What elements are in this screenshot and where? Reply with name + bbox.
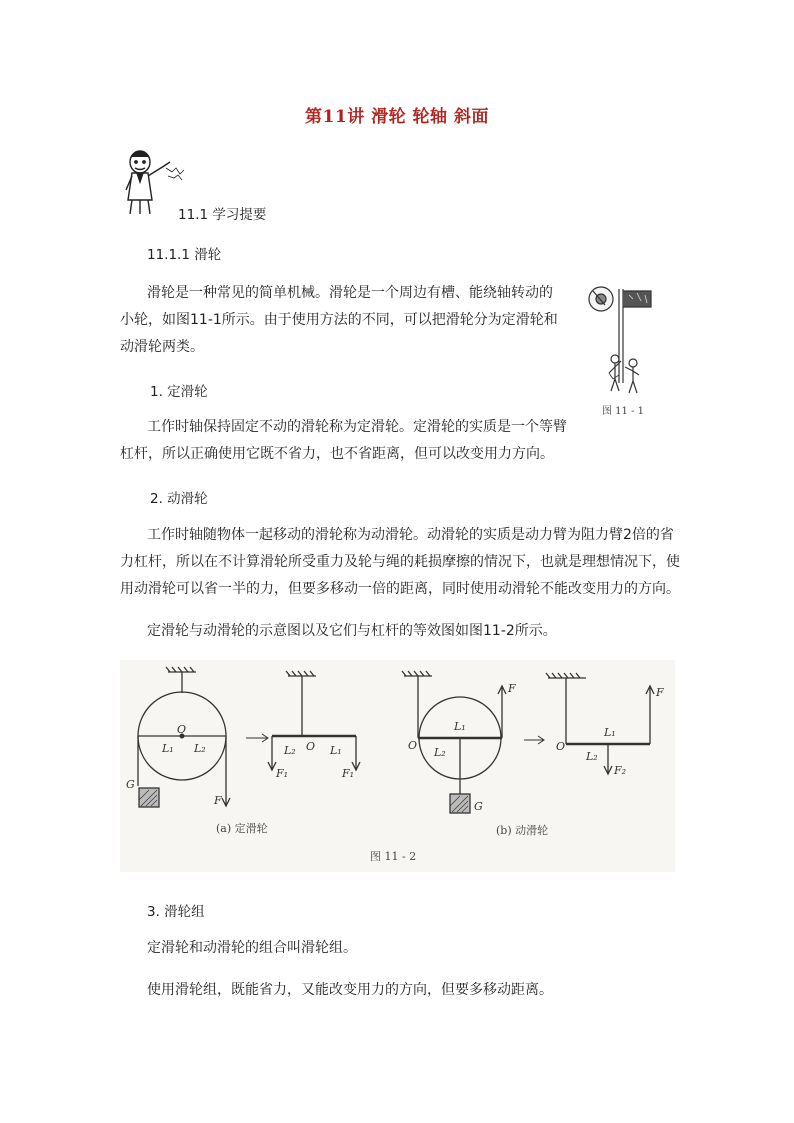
fixed-line: 杠杆，所以正确使用它既不省力，也不省距离，但可以改变用力方向。 xyxy=(120,446,554,462)
intro-paragraph xyxy=(147,280,577,307)
pulley-group-heading: 3. 滑轮组 xyxy=(147,904,205,920)
label-L1-a-lever: L₁ xyxy=(330,744,342,757)
intro-line: 滑轮是一种常见的简单机械。滑轮是一个周边有槽、能绕轴转动的 xyxy=(147,285,553,301)
label-O-a-lever: O xyxy=(306,740,316,753)
label-L2-a-lever: L₂ xyxy=(284,744,296,757)
pulley-lever-diagram xyxy=(120,660,675,872)
movable-line: 用动滑轮可以省一半的力，但要多移动一倍的距离，同时使用动滑轮不能改变用力的方向。 xyxy=(120,581,680,597)
sub-caption-b: (b) 动滑轮 xyxy=(496,824,549,837)
figure1-caption: 图 11 - 1 xyxy=(601,406,645,417)
subsection-heading: 11.1.1 滑轮 xyxy=(147,247,222,263)
label-F1-a-left: F₁ xyxy=(276,767,289,780)
label-O-b: O xyxy=(408,739,418,752)
fixed-line: 工作时轴保持固定不动的滑轮称为定滑轮。定滑轮的实质是一个等臂 xyxy=(147,419,567,435)
label-L2-b-lever: L₂ xyxy=(586,750,598,763)
label-G-b: G xyxy=(474,800,483,813)
flagpole-figure xyxy=(585,283,665,418)
page-title: 第11讲 滑轮 轮轴 斜面 xyxy=(305,107,489,127)
label-L1-a: L₁ xyxy=(162,742,174,755)
intro-paragraph-cont xyxy=(120,307,580,361)
pulley-group-text-2: 使用滑轮组，既能省力，又能改变用力的方向，但要多移动距离。 xyxy=(147,982,553,998)
label-F-a: F xyxy=(214,794,222,807)
pulley-group-text-1: 定滑轮和动滑轮的组合叫滑轮组。 xyxy=(147,940,357,956)
movable-line: 力杠杆，所以在不计算滑轮所受重力及轮与绳的耗损摩擦的情况下，也就是理想情况下，使 xyxy=(120,554,680,570)
sub-caption-a: (a) 定滑轮 xyxy=(216,822,268,835)
movable-line: 工作时轴随物体一起移动的滑轮称为动滑轮。动滑轮的实质是动力臂为阻力臂2倍的省 xyxy=(147,527,674,543)
label-L2-b: L₂ xyxy=(434,746,446,759)
fixed-pulley-paragraph xyxy=(120,414,580,468)
label-F-b: F xyxy=(508,682,516,695)
label-O-a: O xyxy=(177,723,187,736)
label-F-b-lever: F xyxy=(656,686,664,699)
intro-line: 动滑轮两类。 xyxy=(120,339,204,355)
label-O-b-lever: O xyxy=(556,740,566,753)
fixed-pulley-heading: 1. 定滑轮 xyxy=(150,384,208,400)
label-F2-b-lever: F₂ xyxy=(614,764,627,777)
diagram-intro-text: 定滑轮与动滑轮的示意图以及它们与杠杆的等效图如图11-2所示。 xyxy=(147,623,557,639)
intro-line: 小轮，如图11-1所示。由于使用方法的不同，可以把滑轮分为定滑轮和 xyxy=(120,312,558,328)
label-L1-b: L₁ xyxy=(454,720,466,733)
figure2-caption: 图 11 - 2 xyxy=(370,850,417,863)
label-L2-a: L₂ xyxy=(194,742,206,755)
label-G-a: G xyxy=(126,778,135,791)
section-heading: 11.1 学习提要 xyxy=(178,207,267,223)
label-F1-a-right: F₁ xyxy=(342,767,355,780)
label-L1-b-lever: L₁ xyxy=(604,726,616,739)
movable-pulley-heading: 2. 动滑轮 xyxy=(150,491,208,507)
movable-pulley-paragraph xyxy=(120,522,680,603)
